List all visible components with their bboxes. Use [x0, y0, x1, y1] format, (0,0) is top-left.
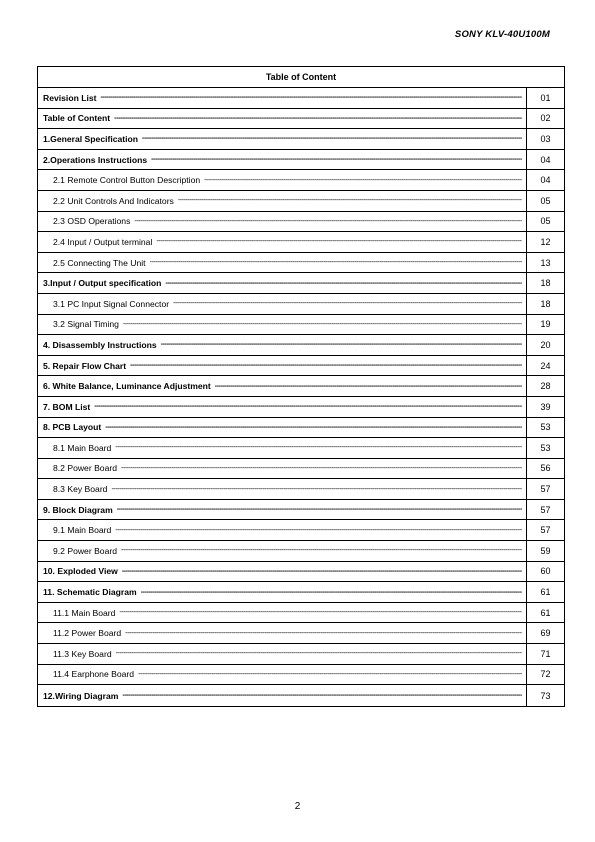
- dot-leader: [165, 280, 522, 287]
- dot-leader: [119, 609, 522, 616]
- toc-entry-page: 53: [540, 442, 551, 453]
- toc-entry-label: 10. Exploded View: [43, 566, 118, 577]
- toc-entry-page: 01: [540, 92, 551, 103]
- dot-leader: [100, 94, 522, 101]
- toc-row: [38, 129, 564, 150]
- toc-row: [38, 562, 564, 583]
- toc-row: [38, 273, 564, 294]
- toc-entry-title-cell: [38, 88, 527, 108]
- toc-row: [38, 665, 564, 686]
- toc-entry-title-cell: [38, 109, 527, 129]
- toc-entry-label: 6. White Balance, Luminance Adjustment: [43, 381, 211, 392]
- toc-entry-label: 11. Schematic Diagram: [43, 587, 137, 598]
- toc-entry-title-cell: [38, 232, 527, 252]
- toc-entry-title-cell: [38, 129, 527, 149]
- dot-leader: [173, 300, 522, 307]
- toc-entry-page: 24: [540, 360, 551, 371]
- toc-entry-page: 20: [540, 339, 551, 350]
- dot-leader: [122, 692, 522, 699]
- toc-entry-page: 53: [540, 422, 551, 433]
- toc-entry-page: 18: [540, 298, 551, 309]
- toc-entry-title-cell: [38, 418, 527, 438]
- dot-leader: [142, 135, 522, 142]
- toc-row: [38, 294, 564, 315]
- table-of-contents: [37, 66, 565, 707]
- toc-entry-title-cell: [38, 170, 527, 190]
- toc-row: [38, 459, 564, 480]
- dot-leader: [116, 650, 522, 657]
- toc-entry-page: 13: [540, 257, 551, 268]
- toc-entry-label: 12.Wiring Diagram: [43, 690, 119, 701]
- toc-entry-page: 56: [540, 463, 551, 474]
- toc-entry-title-cell: [38, 603, 527, 623]
- toc-entry-label: 11.3 Key Board: [53, 648, 112, 659]
- toc-entry-page: 73: [540, 690, 551, 701]
- toc-row: [38, 335, 564, 356]
- toc-entry-title-cell: [38, 253, 527, 273]
- toc-entry-title-cell: [38, 294, 527, 314]
- toc-entry-label: 11.1 Main Board: [53, 607, 116, 618]
- toc-row: [38, 500, 564, 521]
- dot-leader: [114, 115, 522, 122]
- toc-entry-label: Revision List: [43, 92, 97, 103]
- toc-row: [38, 150, 564, 171]
- toc-entry-page: 59: [540, 545, 551, 556]
- toc-entry-page: 71: [540, 648, 551, 659]
- toc-row: [38, 603, 564, 624]
- toc-entry-label: 5. Repair Flow Chart: [43, 360, 127, 371]
- toc-entry-title-cell: [38, 685, 527, 706]
- toc-entry-title-cell: [38, 582, 527, 602]
- toc-entry-page: 04: [540, 175, 551, 186]
- toc-entries: [38, 88, 564, 706]
- toc-row: [38, 418, 564, 439]
- dot-leader: [150, 259, 522, 266]
- toc-entry-title-cell: [38, 459, 527, 479]
- toc-entry-label: 8.3 Key Board: [53, 484, 108, 495]
- toc-entry-label: 7. BOM List: [43, 401, 91, 412]
- toc-row: [38, 170, 564, 191]
- toc-row: [38, 232, 564, 253]
- toc-entry-label: 2.1 Remote Control Button Description: [53, 175, 201, 186]
- toc-row: [38, 520, 564, 541]
- dot-leader: [138, 671, 522, 678]
- toc-entry-title-cell: [38, 335, 527, 355]
- toc-entry-label: 8. PCB Layout: [43, 422, 102, 433]
- dot-leader: [156, 238, 522, 245]
- toc-entry-label: 9.2 Power Board: [53, 545, 118, 556]
- dot-leader: [122, 568, 522, 575]
- dot-leader: [105, 424, 522, 431]
- toc-entry-label: 2.2 Unit Controls And Indicators: [53, 195, 174, 206]
- toc-entry-label: 8.2 Power Board: [53, 463, 118, 474]
- page-number: 2: [294, 801, 301, 812]
- toc-entry-page: 28: [540, 381, 551, 392]
- toc-entry-page: 39: [540, 401, 551, 412]
- toc-entry-title-cell: [38, 438, 527, 458]
- toc-heading: Table of Content: [38, 67, 564, 88]
- toc-entry-label: Table of Content: [43, 113, 111, 124]
- dot-leader: [204, 177, 522, 184]
- toc-entry-title-cell: [38, 212, 527, 232]
- toc-entry-label: 8.1 Main Board: [53, 442, 112, 453]
- dot-leader: [115, 444, 522, 451]
- toc-entry-label: 11.2 Power Board: [53, 628, 122, 639]
- toc-entry-page: 72: [540, 669, 551, 680]
- toc-entry-page: 61: [540, 587, 551, 598]
- toc-entry-label: 3.2 Signal Timing: [53, 319, 119, 330]
- toc-entry-page: 05: [540, 216, 551, 227]
- toc-entry-page: 04: [540, 154, 551, 165]
- toc-entry-label: 9. Block Diagram: [43, 504, 113, 515]
- toc-entry-label: 2.4 Input / Output terminal: [53, 236, 153, 247]
- toc-entry-page: 19: [540, 319, 551, 330]
- toc-entry-page: 12: [540, 236, 551, 247]
- toc-row: [38, 685, 564, 706]
- dot-leader: [121, 465, 522, 472]
- toc-entry-title-cell: [38, 356, 527, 376]
- toc-row: [38, 644, 564, 665]
- toc-entry-page: 02: [540, 113, 551, 124]
- toc-entry-title-cell: [38, 397, 527, 417]
- toc-entry-title-cell: [38, 665, 527, 685]
- dot-leader: [125, 630, 522, 637]
- toc-entry-page: 03: [540, 133, 551, 144]
- dot-leader: [178, 197, 522, 204]
- toc-row: [38, 582, 564, 603]
- toc-entry-title-cell: [38, 479, 527, 499]
- dot-leader: [111, 486, 522, 493]
- dot-leader: [123, 321, 522, 328]
- toc-entry-title-cell: [38, 191, 527, 211]
- toc-entry-page: 57: [540, 525, 551, 536]
- toc-row: [38, 541, 564, 562]
- dot-leader: [141, 589, 522, 596]
- toc-entry-label: 9.1 Main Board: [53, 525, 112, 536]
- toc-entry-title-cell: [38, 623, 527, 643]
- toc-row: [38, 253, 564, 274]
- toc-entry-label: 3.Input / Output specification: [43, 278, 162, 289]
- toc-entry-page: 18: [540, 278, 551, 289]
- toc-entry-page: 61: [540, 607, 551, 618]
- toc-entry-label: 2.3 OSD Operations: [53, 216, 131, 227]
- toc-entry-label: 2.5 Connecting The Unit: [53, 257, 146, 268]
- toc-entry-page: 69: [540, 628, 551, 639]
- toc-entry-title-cell: [38, 500, 527, 520]
- toc-row: [38, 397, 564, 418]
- toc-row: [38, 191, 564, 212]
- toc-row: [38, 356, 564, 377]
- toc-entry-label: 1.General Specification: [43, 133, 139, 144]
- toc-row: [38, 109, 564, 130]
- toc-entry-label: 4. Disassembly Instructions: [43, 339, 157, 350]
- toc-row: [38, 623, 564, 644]
- dot-leader: [215, 383, 522, 390]
- dot-leader: [94, 403, 522, 410]
- toc-row: [38, 479, 564, 500]
- dot-leader: [151, 156, 522, 163]
- toc-entry-title-cell: [38, 376, 527, 396]
- toc-entry-title-cell: [38, 520, 527, 540]
- dot-leader: [121, 547, 522, 554]
- toc-entry-title-cell: [38, 315, 527, 335]
- toc-entry-label: 11.4 Earphone Board: [53, 669, 135, 680]
- toc-entry-page: 57: [540, 484, 551, 495]
- toc-entry-label: 2.Operations Instructions: [43, 154, 148, 165]
- dot-leader: [134, 218, 522, 225]
- toc-entry-label: 3.1 PC Input Signal Connector: [53, 298, 170, 309]
- toc-entry-title-cell: [38, 541, 527, 561]
- toc-row: [38, 212, 564, 233]
- toc-row: [38, 376, 564, 397]
- toc-entry-page: 60: [540, 566, 551, 577]
- dot-leader: [117, 506, 522, 513]
- toc-entry-page: 57: [540, 504, 551, 515]
- toc-row: [38, 438, 564, 459]
- toc-entry-title-cell: [38, 150, 527, 170]
- toc-entry-title-cell: [38, 562, 527, 582]
- toc-row: [38, 88, 564, 109]
- dot-leader: [115, 527, 522, 534]
- dot-leader: [130, 362, 522, 369]
- toc-entry-title-cell: [38, 644, 527, 664]
- toc-entry-page: 05: [540, 195, 551, 206]
- document-header-title: SONY KLV-40U100M: [454, 29, 550, 40]
- toc-entry-title-cell: [38, 273, 527, 293]
- toc-row: [38, 315, 564, 336]
- dot-leader: [161, 341, 522, 348]
